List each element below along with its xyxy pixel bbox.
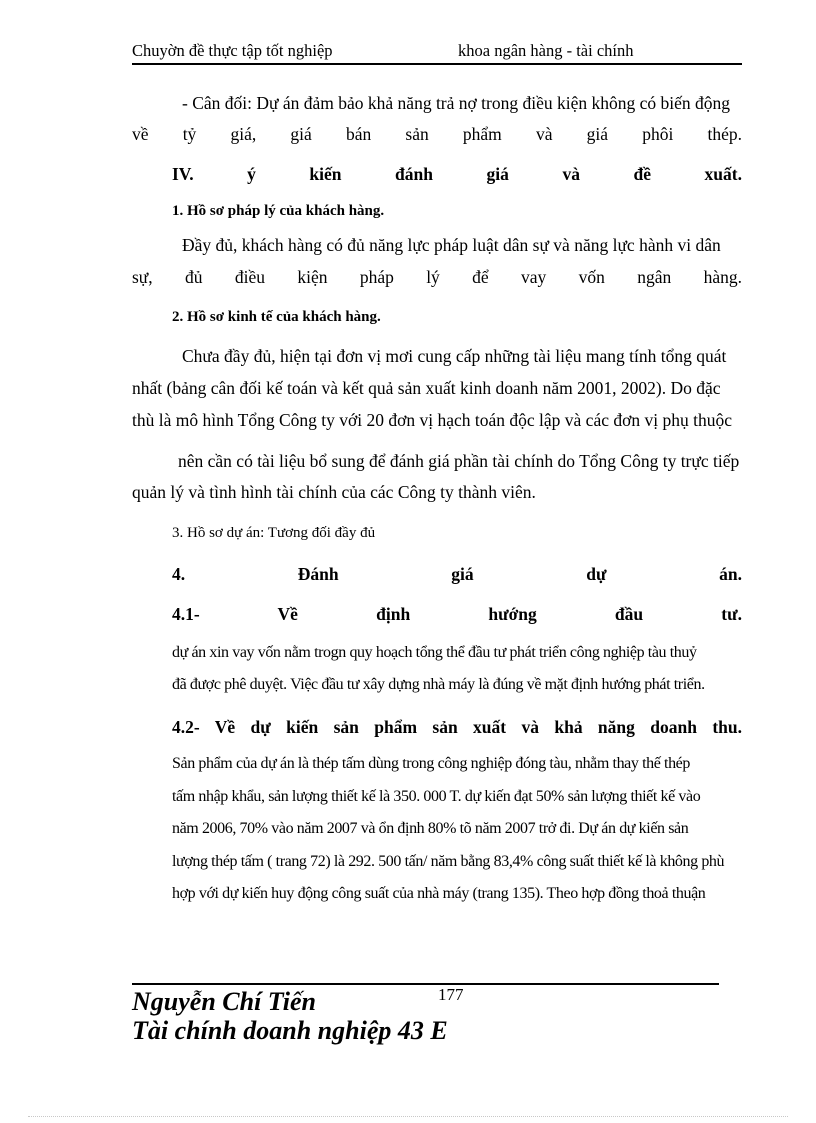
page-header bbox=[132, 38, 742, 64]
item-4-1-heading: 4.1- Về định hướng đầu tư. bbox=[172, 604, 742, 624]
paragraph-supplement-line-1: nên cần có tài liệu bổ sung để đánh giá phần tài chính do Tổng Công ty trực tiếp bbox=[178, 451, 740, 471]
paragraph-product-line-2: tấm nhập khẩu, sản lượng thiết kế là 350. 000 T. dự kiến đạt 50% sản lượng thiết kế vào bbox=[172, 788, 701, 805]
author-name: Nguyễn Chí Tiến bbox=[132, 987, 316, 1016]
paragraph-product-line-4: lượng thép tấm ( trang 72) là 292. 500 tấn/ năm bằng 83,4% công suất thiết kế là không phù bbox=[172, 853, 725, 870]
page-number: 177 bbox=[438, 985, 464, 1004]
item-2-heading: 2. Hồ sơ kinh tế của khách hàng. bbox=[172, 309, 381, 325]
section-iv-heading: IV. ý kiến đánh giá và đề xuất. bbox=[172, 164, 742, 184]
paragraph-economic-line-3: thù là mô hình Tổng Công ty với 20 đơn vị hạch toán độc lập và các đơn vị phụ thuộc bbox=[132, 410, 732, 430]
header-right-title: khoa ngân hàng - tài chính bbox=[458, 41, 634, 60]
paragraph-product-line-3: năm 2006, 70% vào năm 2007 và ổn định 80% tõ năm 2007 trở đi. Dự án dự kiến sản bbox=[172, 820, 689, 837]
paragraph-orientation-line-2: đã được phê duyệt. Việc đầu tư xây dựng nhà máy là đúng về mặt định hướng phát triển. bbox=[172, 676, 705, 693]
paragraph-product-line-5: hợp với dự kiến huy động công suất của nhà máy (trang 135). Theo hợp đồng thoả thuận bbox=[172, 885, 706, 902]
paragraph-orientation-line-1: dự án xin vay vốn nằm trogn quy hoạch tổng thể đầu tư phát triển công nghiệp tàu thuỷ bbox=[172, 644, 697, 661]
item-3-project-dossier: 3. Hồ sơ dự án: Tương đối đầy đủ bbox=[172, 525, 376, 541]
paragraph-economic-line-2: nhất (bảng cân đối kế toán và kết quả sản xuất kinh doanh năm 2001, 2002). Do đặc bbox=[132, 378, 721, 398]
paragraph-economic-line-1: Chưa đầy đủ, hiện tại đơn vị mơi cung cấp những tài liệu mang tính tổng quát bbox=[182, 346, 727, 366]
paragraph-balance-line-2: về tỷ giá, giá bán sản phẩm và giá phôi thép. bbox=[132, 124, 742, 144]
item-4-2-heading: 4.2- Về dự kiến sản phẩm sản xuất và khả năng doanh thu. bbox=[172, 717, 742, 737]
paragraph-supplement-line-2: quản lý và tình hình tài chính của các Công ty thành viên. bbox=[132, 482, 536, 502]
header-rule bbox=[132, 63, 742, 65]
author-class: Tài chính doanh nghiệp 43 E bbox=[132, 1016, 448, 1045]
page-bottom-dotted-edge bbox=[28, 1116, 788, 1117]
paragraph-legal-line-1: Đầy đủ, khách hàng có đủ năng lực pháp luật dân sự và năng lực hành vi dân bbox=[182, 235, 721, 255]
footer-rule bbox=[132, 983, 719, 985]
paragraph-product-line-1: Sản phẩm của dự án là thép tấm dùng trong công nghiệp đóng tàu, nhằm thay thế thép bbox=[172, 755, 690, 772]
item-4-heading: 4. Đánh giá dự án. bbox=[172, 564, 742, 584]
header-left-title: Chuyờn đề thực tập tốt nghiệp bbox=[132, 41, 333, 60]
item-1-heading: 1. Hồ sơ pháp lý của khách hàng. bbox=[172, 203, 385, 219]
paragraph-balance-line-1: - Cân đối: Dự án đảm bảo khả năng trả nợ trong điều kiện không có biến động bbox=[182, 93, 730, 113]
paragraph-legal-line-2: sự, đủ điều kiện pháp lý để vay vốn ngân hàng. bbox=[132, 267, 742, 287]
